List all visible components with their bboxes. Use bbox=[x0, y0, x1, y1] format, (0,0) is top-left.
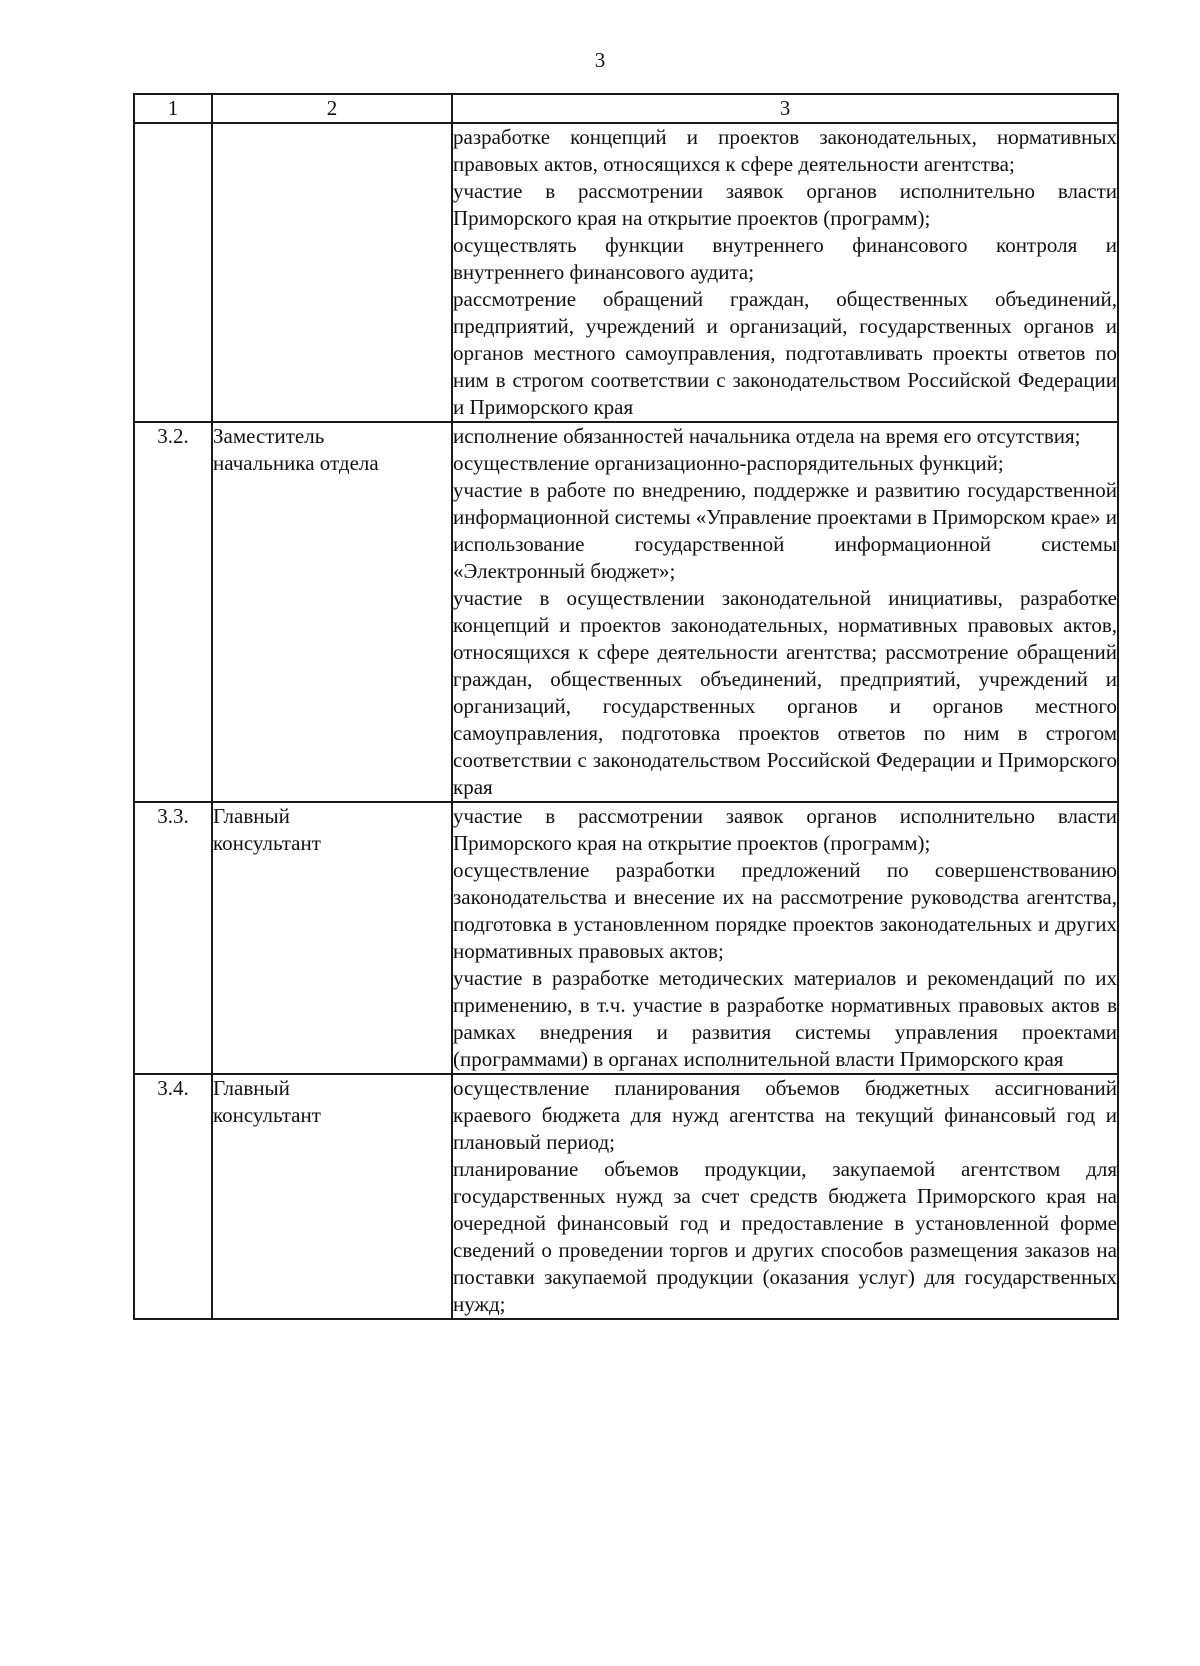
row-number: 3.3. bbox=[134, 802, 212, 1074]
duty-item: осуществление организационно-распорядительных функций; bbox=[453, 451, 1004, 475]
duties-cell bbox=[452, 1074, 1118, 1319]
position-title-line: начальника отдела bbox=[213, 451, 379, 475]
duty-item: участие в работе по внедрению, поддержке и развитию государственной информационной системы «Управление проектами в Приморском крае» и использование государственной информационной системы «Электронный бюджет»; bbox=[453, 478, 1117, 583]
duty-item: разработке концепций и проектов законодательных, нормативных правовых актов, относящихся к сфере деятельности агентства; bbox=[453, 125, 1117, 176]
duty-item: участие в рассмотрении заявок органов исполнительно власти Приморского края на открытие проектов (программ); bbox=[453, 179, 1117, 230]
position-title-line: Главный bbox=[213, 1076, 290, 1100]
duties-cell bbox=[452, 123, 1118, 422]
column-header-number: 1 bbox=[134, 94, 212, 123]
column-header-duties: 3 bbox=[452, 94, 1118, 123]
duty-item: участие в рассмотрении заявок органов исполнительно власти Приморского края на открытие проектов (программ); bbox=[453, 804, 1117, 855]
row-number bbox=[134, 123, 212, 422]
duty-item: осуществление разработки предложений по совершенствованию законодательства и внесение их на рассмотрение руководства агентства, подготовка в установленном порядке проектов законодательных и других нормативных правовых актов; bbox=[453, 858, 1117, 963]
table-row bbox=[134, 802, 1118, 1074]
duty-item: рассмотрение обращений граждан, общественных объединений, предприятий, учреждений и организаций, государственных органов и органов местного самоуправления, подготавливать проекты ответов по ним в строгом соответствии с законодательством Российской Федерации и Приморского края bbox=[453, 287, 1117, 419]
row-number: 3.2. bbox=[134, 422, 212, 802]
position-cell bbox=[212, 123, 452, 422]
page-number: 3 bbox=[594, 48, 606, 72]
position-cell bbox=[212, 422, 452, 802]
duty-item: участие в осуществлении законодательной инициативы, разработке концепций и проектов законодательных, нормативных правовых актов, относящихся к сфере деятельности агентства; рассмотрение обращений граждан, общественных объединений, предприятий, учреждений и организаций, государственных органов и органов местного самоуправления, подготовка проектов ответов по ним в строгом соответствии с законодательством Российской Федерации и Приморского края bbox=[453, 586, 1117, 799]
duties-cell bbox=[452, 802, 1118, 1074]
table-header-row bbox=[134, 94, 1118, 123]
table-row bbox=[134, 1074, 1118, 1319]
position-title-line: консультант bbox=[213, 831, 321, 855]
position-title-line: Заместитель bbox=[213, 424, 325, 448]
duties-cell bbox=[452, 422, 1118, 802]
duty-item: участие в разработке методических материалов и рекомендаций по их применению, в т.ч. участие в разработке нормативных правовых актов в рамках внедрения и развития системы управления проектами (программами) в органах исполнительной власти Приморского края bbox=[453, 966, 1117, 1071]
table-row bbox=[134, 123, 1118, 422]
duty-item: осуществлять функции внутреннего финансового контроля и внутреннего финансового аудита; bbox=[453, 233, 1117, 284]
duties-table bbox=[133, 93, 1119, 1320]
position-title-line: Главный bbox=[213, 804, 290, 828]
duty-item: осуществление планирования объемов бюджетных ассигнований краевого бюджета для нужд агентства на текущий финансовый год и плановый период; bbox=[453, 1076, 1117, 1154]
table-row bbox=[134, 422, 1118, 802]
duty-item: исполнение обязанностей начальника отдела на время его отсутствия; bbox=[453, 424, 1081, 448]
position-title-line: консультант bbox=[213, 1103, 321, 1127]
position-cell bbox=[212, 1074, 452, 1319]
column-header-position: 2 bbox=[212, 94, 452, 123]
duty-item: планирование объемов продукции, закупаемой агентством для государственных нужд за счет средств бюджета Приморского края на очередной финансовый год и предоставление в установленной форме сведений о проведении торгов и других способов размещения заказов на поставки закупаемой продукции (оказания услуг) для государственных нужд; bbox=[453, 1157, 1117, 1316]
position-cell bbox=[212, 802, 452, 1074]
row-number: 3.4. bbox=[134, 1074, 212, 1319]
